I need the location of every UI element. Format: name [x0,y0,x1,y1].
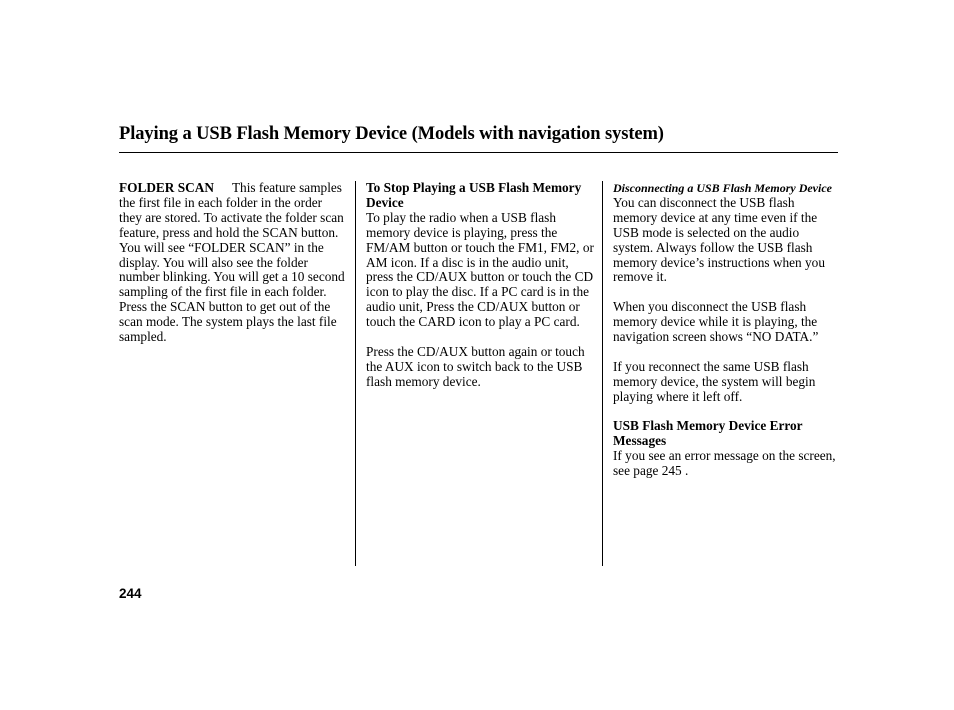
folder-scan-paragraph [119,181,347,345]
column-disconnecting [613,181,841,494]
folder-scan-text: This feature samples the first file in each folder in the order they are stored. To activate the folder scan feature, press and hold the SCAN button. You will see “FOLDER SCAN” in the display. You will also see the folder number blinking. You will get a 10 second sampling of the first file in each folder. Press the SCAN button to get out of the scan mode. The system plays the last file sampled. [119,180,345,345]
error-messages-paragraph: If you see an error message on the screen, see page 245 . [613,448,836,479]
stop-playing-paragraph-1: To play the radio when a USB flash memory device is playing, press the FM/AM button or touch the FM1, FM2, or AM icon. If a disc is in the audio unit, press the CD/AUX button or touch the CD icon to play the disc. If a PC card is in the audio unit, Press the CD/AUX button or touch the CARD icon to play a PC card. [366,209,594,330]
title-rule [119,152,838,153]
disconnecting-paragraph-2: When you disconnect the USB flash memory device while it is playing, the navigation screen shows “NO DATA.” [613,299,819,345]
disconnecting-paragraph-1: You can disconnect the USB flash memory device at any time even if the USB mode is selected on the audio system. Always follow the USB flash memory device’s instructions when you remove it. [613,194,825,285]
folder-scan-lead: FOLDER SCAN [119,180,214,195]
page-number: 244 [119,586,142,601]
stop-playing-paragraph-2: Press the CD/AUX button again or touch the AUX icon to switch back to the USB flash memory device. [366,343,585,389]
column-stop-playing [366,181,596,405]
disconnecting-paragraph-3: If you reconnect the same USB flash memory device, the system will begin playing where it left off. [613,358,816,404]
column-folder-scan [119,181,347,360]
stop-playing-heading: To Stop Playing a USB Flash Memory Device [366,180,582,210]
error-messages-heading: USB Flash Memory Device Error Messages [613,418,803,449]
disconnecting-heading: Disconnecting a USB Flash Memory Device [613,181,832,195]
page-title: Playing a USB Flash Memory Device (Models with navigation system) [119,124,664,144]
column-divider-2 [602,181,603,566]
column-divider-1 [355,181,356,566]
